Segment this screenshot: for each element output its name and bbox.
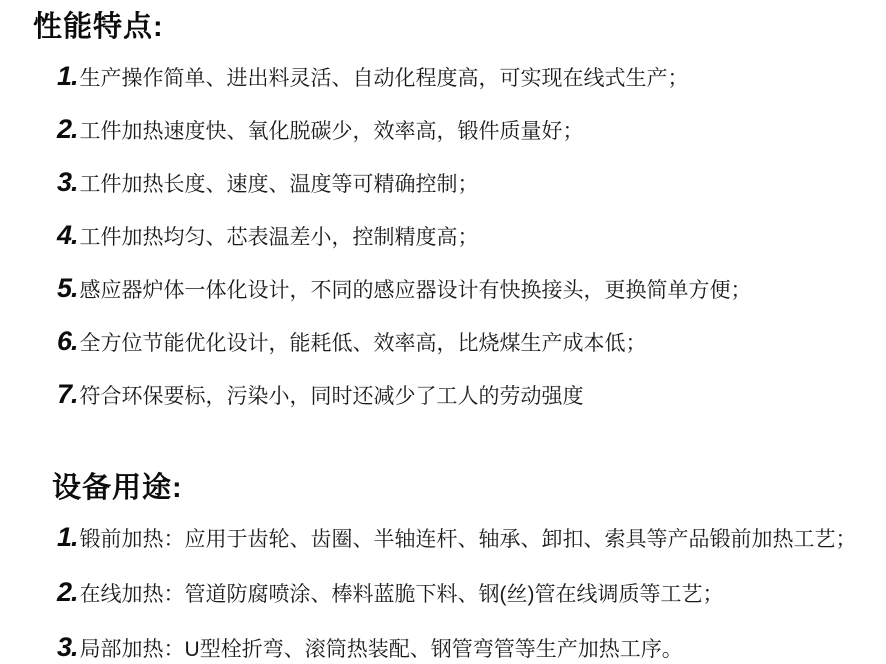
performance-features-list xyxy=(0,62,886,411)
equipment-uses-heading: 设备用途: xyxy=(52,472,183,504)
use-item xyxy=(57,523,886,554)
equipment-uses-list xyxy=(0,523,886,664)
section-equipment-uses xyxy=(0,471,886,664)
item-text: 全方位节能优化设计，能耗低、效率高，比烧煤生产成本低； xyxy=(79,332,647,355)
use-item xyxy=(57,633,886,664)
feature-item xyxy=(57,168,886,199)
item-number: 6. xyxy=(57,326,78,356)
feature-item xyxy=(57,62,886,93)
item-text: 锻前加热：应用于齿轮、齿圈、半轴连杆、轴承、卸扣、索具等产品锻前加热工艺； xyxy=(79,528,857,551)
feature-item xyxy=(57,221,886,252)
feature-item xyxy=(57,274,886,305)
item-number: 1. xyxy=(57,522,78,552)
item-number: 2. xyxy=(57,577,78,607)
item-text: 在线加热：管道防腐喷涂、棒料蓝脆下料、钢(丝)管在线调质等工艺； xyxy=(79,583,724,606)
feature-item xyxy=(57,327,886,358)
feature-item xyxy=(57,380,886,411)
item-text: 局部加热：U型栓折弯、滚筒热装配、钢管弯管等生产加热工序。 xyxy=(79,638,683,661)
item-number: 3. xyxy=(57,632,78,662)
feature-item xyxy=(57,115,886,146)
item-text: 符合环保要标，污染小，同时还减少了工人的劳动强度 xyxy=(79,385,584,408)
item-number: 3. xyxy=(57,167,78,197)
item-text: 工件加热速度快、氧化脱碳少，效率高，锻件质量好； xyxy=(79,120,584,143)
item-number: 1. xyxy=(57,61,78,91)
item-text: 生产操作简单、进出料灵活、自动化程度高，可实现在线式生产； xyxy=(79,67,689,90)
item-text: 感应器炉体一体化设计，不同的感应器设计有快换接头，更换简单方便； xyxy=(79,279,752,302)
item-number: 2. xyxy=(57,114,78,144)
item-text: 工件加热长度、速度、温度等可精确控制； xyxy=(79,173,479,196)
item-number: 4. xyxy=(57,220,78,250)
item-text: 工件加热均匀、芯表温差小，控制精度高； xyxy=(79,226,479,249)
performance-features-heading: 性能特点: xyxy=(33,11,164,43)
item-number: 7. xyxy=(57,379,78,409)
item-number: 5. xyxy=(57,273,78,303)
use-item xyxy=(57,578,886,609)
